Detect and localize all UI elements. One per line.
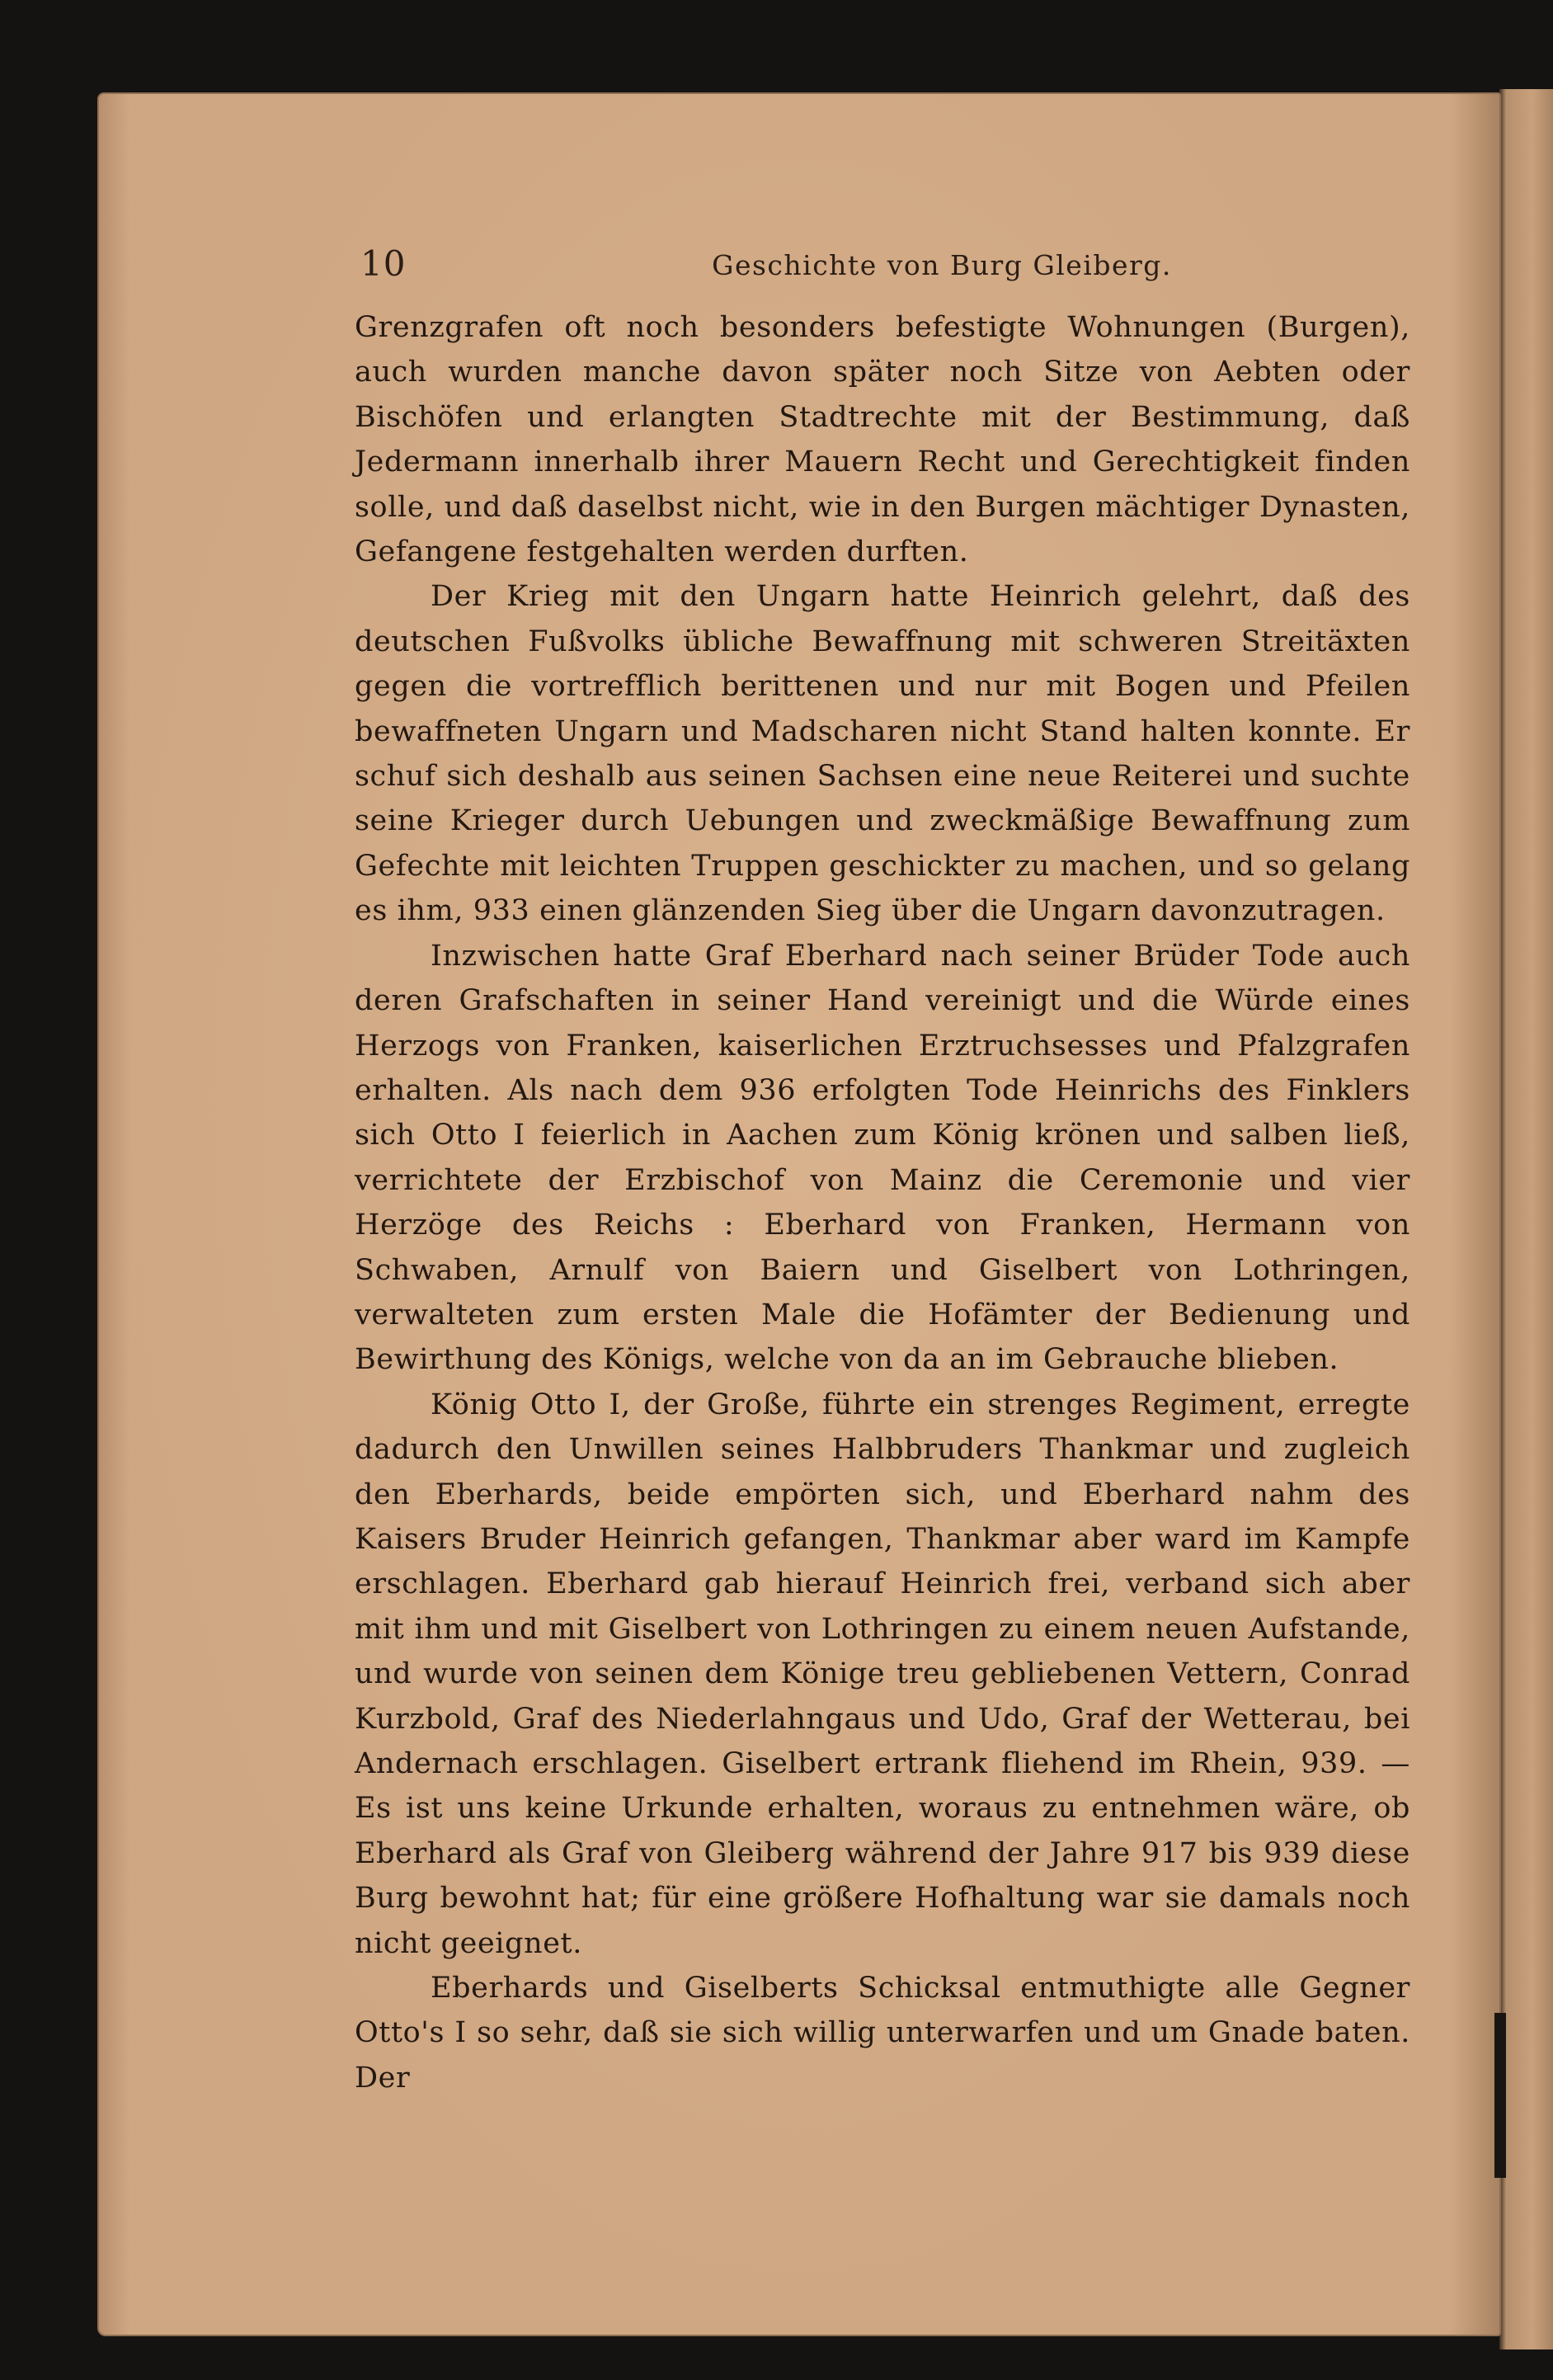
paragraph: Eberhards und Giselberts Schicksal entmuthigte alle Gegner Otto's I so sehr, daß sie sich willig unterwarfen und um Gnade baten. Der (355, 1972, 1410, 2095)
body-text (355, 305, 1410, 2100)
paragraph: Inzwischen hatte Graf Eberhard nach seiner Brüder Tode auch deren Grafschaften in seiner Hand vereinigt und die Würde eines Herzogs von Franken, kaiserlichen Erztruchsesses und Pfalzgrafen erhalten. Als nach dem 936 erfolgten Tode Heinrichs des Finklers sich Otto I feierlich in Aachen zum König krönen und salben ließ, verrichtete der Erzbischof von Mainz die Ceremonie und vier Herzöge des Reichs : Eberhard von Franken, Hermann von Schwaben, Arnulf von Baiern und Giselbert von Lothringen, verwalteten zum ersten Male die Hofämter der Bedienung und Bewirthung des Königs, welche von da an im Gebrauche blieben. (355, 939, 1410, 1377)
page-header (360, 241, 1408, 290)
page-number: 10 (360, 243, 407, 284)
paragraph: König Otto I, der Große, führte ein strenges Regiment, erregte dadurch den Unwillen seines Halbbruders Thankmar und zugleich den Eberhards, beide empörten sich, und Eberhard nahm des Kaisers Bruder Heinrich gefangen, Thankmar aber ward im Kampfe erschlagen. Eberhard gab hierauf Heinrich frei, verband sich aber mit ihm und mit Giselbert von Lothringen zu einem neuen Aufstande, und wurde von seinen dem Könige treu gebliebenen Vettern, Conrad Kurzbold, Graf des Niederlahngaus und Udo, Graf der Wetterau, bei Andernach erschlagen. Giselbert ertrank fliehend im Rhein, 939. — Es ist uns keine Urkunde erhalten, woraus zu entnehmen wäre, ob Eberhard als Graf von Gleiberg während der Jahre 917 bis 939 diese Burg bewohnt hat; für eine größere Hofhaltung war sie damals noch nicht geeignet. (355, 1388, 1410, 1960)
page-shadow (1494, 2013, 1506, 2178)
running-title: Geschichte von Burg Gleiberg. (712, 249, 1172, 281)
paragraph: Grenzgrafen oft noch besonders befestigte Wohnungen (Burgen), auch wurden manche davon später noch Sitze von Aebten oder Bischöfen und erlangten Stadtrechte mit der Bestimmung, daß Jedermann innerhalb ihrer Mauern Recht und Gerechtigkeit finden solle, und daß daselbst nicht, wie in den Burgen mächtiger Dynasten, Gefangene festgehalten werden durften. (355, 311, 1410, 569)
paragraph: Der Krieg mit den Ungarn hatte Heinrich gelehrt, daß des deutschen Fußvolks übliche Bewaffnung mit schweren Streitäxten gegen die vortrefflich berittenen und nur mit Bogen und Pfeilen bewaffneten Ungarn und Madscharen nicht Stand halten konnte. Er schuf sich deshalb aus seinen Sachsen eine neue Reiterei und suchte seine Krieger durch Uebungen und zweckmäßige Bewaffnung zum Gefechte mit leichten Truppen geschickter zu machen, und so gelang es ihm, 933 einen glänzenden Sieg über die Ungarn davonzutragen. (355, 580, 1410, 928)
adjacent-page-edge (1499, 89, 1553, 2349)
